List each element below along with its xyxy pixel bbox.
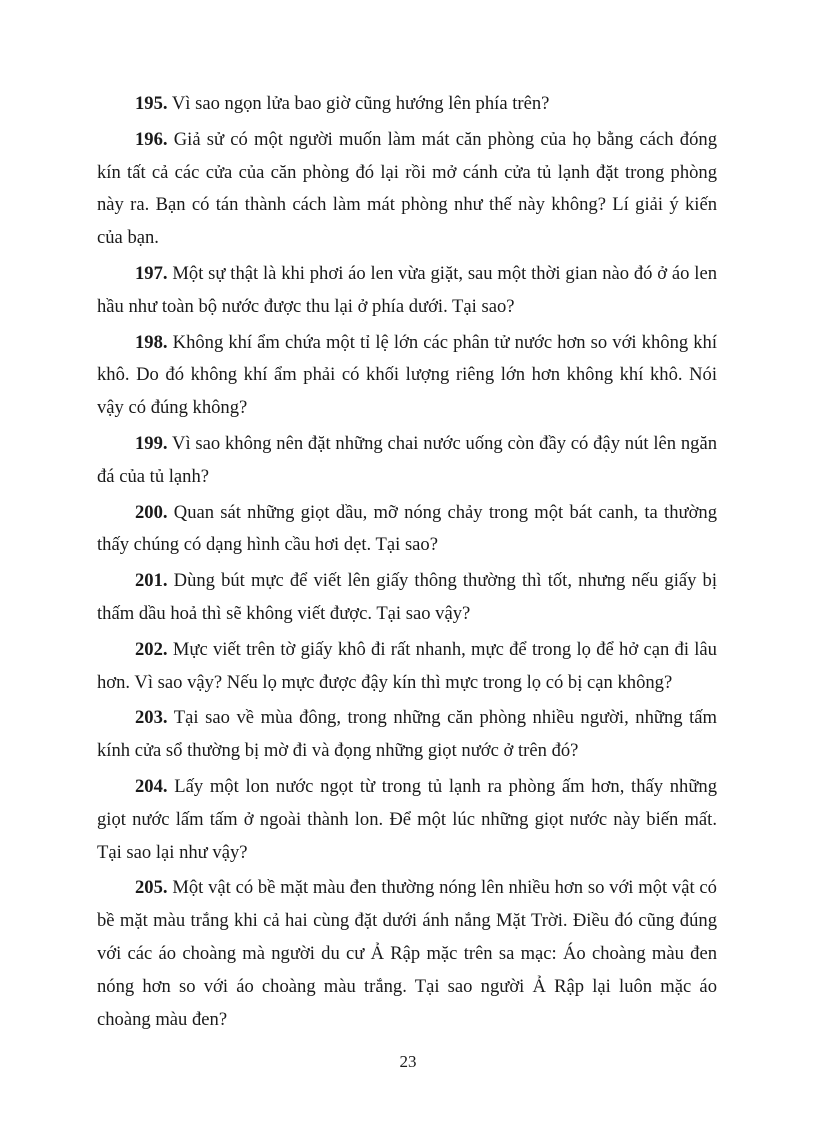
question-text: Dùng bút mực để viết lên giấy thông thường thì tốt, nhưng nếu giấy bị thấm dầu hoả thì sẽ không viết được. Tại sao vậy? <box>97 570 717 624</box>
question-text: Một sự thật là khi phơi áo len vừa giặt, sau một thời gian nào đó ở áo len hầu như toàn bộ nước được thu lại ở phía dưới. Tại sao? <box>97 262 717 317</box>
question-203 <box>97 702 717 768</box>
question-text: Vì sao không nên đặt những chai nước uống còn đầy có đậy nút lên ngăn đá của tủ lạnh? <box>97 432 717 487</box>
question-number: 201. <box>135 570 168 592</box>
question-text: Lấy một lon nước ngọt từ trong tủ lạnh ra phòng ấm hơn, thấy những giọt nước lấm tấm ở ngoài thành lon. Để một lúc những giọt nước này biến mất. Tại sao lại như vậy? <box>97 775 717 863</box>
question-number: 202. <box>135 638 168 660</box>
question-text: Quan sát những giọt dầu, mỡ nóng chảy trong một bát canh, ta thường thấy chúng có dạng hình cầu hơi dẹt. Tại sao? <box>97 501 717 556</box>
question-number: 199. <box>135 432 168 454</box>
question-201 <box>97 565 717 631</box>
question-200 <box>97 497 717 563</box>
question-number: 200. <box>135 501 168 523</box>
question-205 <box>97 872 717 1036</box>
question-197 <box>97 258 717 324</box>
question-195 <box>97 88 717 121</box>
page-number: 23 <box>399 1052 417 1071</box>
question-number: 195. <box>135 93 168 114</box>
question-198 <box>97 327 717 425</box>
question-196 <box>97 124 717 255</box>
question-text: Vì sao ngọn lửa bao giờ cũng hướng lên phía trên? <box>171 93 550 114</box>
question-number: 197. <box>135 262 168 284</box>
question-text: Tại sao về mùa đông, trong những căn phòng nhiều người, những tấm kính cửa sổ thường bị mờ đi và đọng những giọt nước ở trên đó? <box>97 707 718 762</box>
question-text: Mực viết trên tờ giấy khô đi rất nhanh, mực để trong lọ để hở cạn đi lâu hơn. Vì sao vậy? Nếu lọ mực được đậy kín thì mực trong lọ có bị cạn không? <box>97 638 717 693</box>
question-number: 198. <box>135 331 168 353</box>
question-number: 196. <box>135 128 168 150</box>
question-number: 205. <box>135 877 168 899</box>
question-number: 203. <box>135 707 168 729</box>
question-text: Không khí ẩm chứa một tỉ lệ lớn các phân tử nước hơn so với không khí khô. Do đó không khí ẩm phải có khối lượng riêng lớn hơn không khí khô. Nói vậy có đúng không? <box>97 331 718 419</box>
question-text: Giả sử có một người muốn làm mát căn phòng của họ bằng cách đóng kín tất cả các cửa của căn phòng đó lại rồi mở cánh cửa tủ lạnh đặt trong phòng này ra. Bạn có tán thành cách làm mát phòng như thế này không? Lí giải ý kiến của bạn. <box>97 128 717 249</box>
question-number: 204. <box>135 775 168 797</box>
question-text: Một vật có bề mặt màu đen thường nóng lên nhiều hơn so với một vật có bề mặt màu trắng khi cả hai cùng đặt dưới ánh nắng Mặt Trời. Điều đó cũng đúng với các áo choàng mà người du cư Ả Rập mặc trên sa mạc: Áo choàng màu đen nóng hơn so với áo choàng màu trắng. Tại sao người Ả Rập lại luôn mặc áo choàng màu đen? <box>97 877 717 1030</box>
question-list <box>97 88 717 1039</box>
question-199 <box>97 428 717 494</box>
question-202 <box>97 634 717 700</box>
question-204 <box>97 771 717 869</box>
